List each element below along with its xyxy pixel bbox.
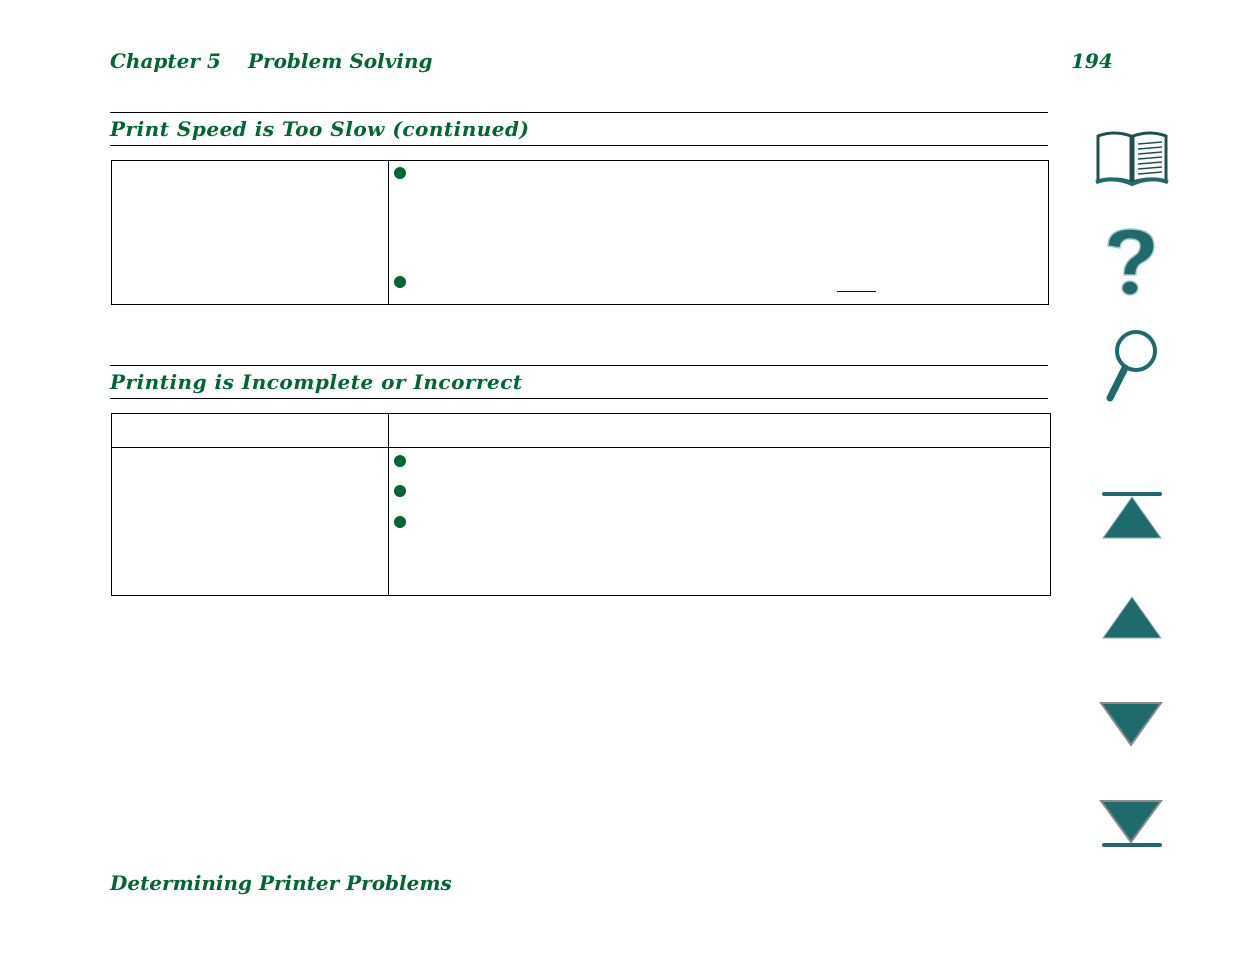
previous-page-icon[interactable] bbox=[1100, 594, 1164, 640]
section-title: Printing is Incomplete or Incorrect bbox=[110, 370, 523, 394]
bullet-icon bbox=[394, 485, 406, 497]
bullet-icon bbox=[394, 276, 406, 288]
page-link[interactable] bbox=[837, 291, 876, 292]
first-page-icon[interactable] bbox=[1100, 490, 1164, 540]
table-header-divider bbox=[112, 447, 1050, 448]
footer-title: Determining Printer Problems bbox=[110, 871, 452, 895]
chapter-label: Chapter 5 bbox=[110, 49, 221, 73]
table-divider bbox=[388, 161, 389, 304]
section-title: Print Speed is Too Slow (continued) bbox=[110, 117, 530, 141]
next-page-icon[interactable] bbox=[1098, 700, 1164, 748]
print-speed-table bbox=[111, 160, 1049, 305]
last-page-icon[interactable] bbox=[1098, 798, 1164, 850]
section-heading-print-speed bbox=[110, 112, 1048, 146]
bullet-icon bbox=[394, 167, 406, 179]
chapter-title: Problem Solving bbox=[248, 49, 433, 73]
table-divider bbox=[388, 414, 389, 595]
printing-incomplete-table bbox=[111, 413, 1051, 596]
search-icon[interactable] bbox=[1104, 329, 1162, 403]
bullet-icon bbox=[394, 455, 406, 467]
bullet-icon bbox=[394, 516, 406, 528]
page-number: 194 bbox=[1071, 49, 1113, 73]
book-icon[interactable] bbox=[1094, 128, 1170, 188]
section-heading-printing-incomplete bbox=[110, 365, 1048, 399]
help-icon[interactable] bbox=[1102, 226, 1160, 298]
